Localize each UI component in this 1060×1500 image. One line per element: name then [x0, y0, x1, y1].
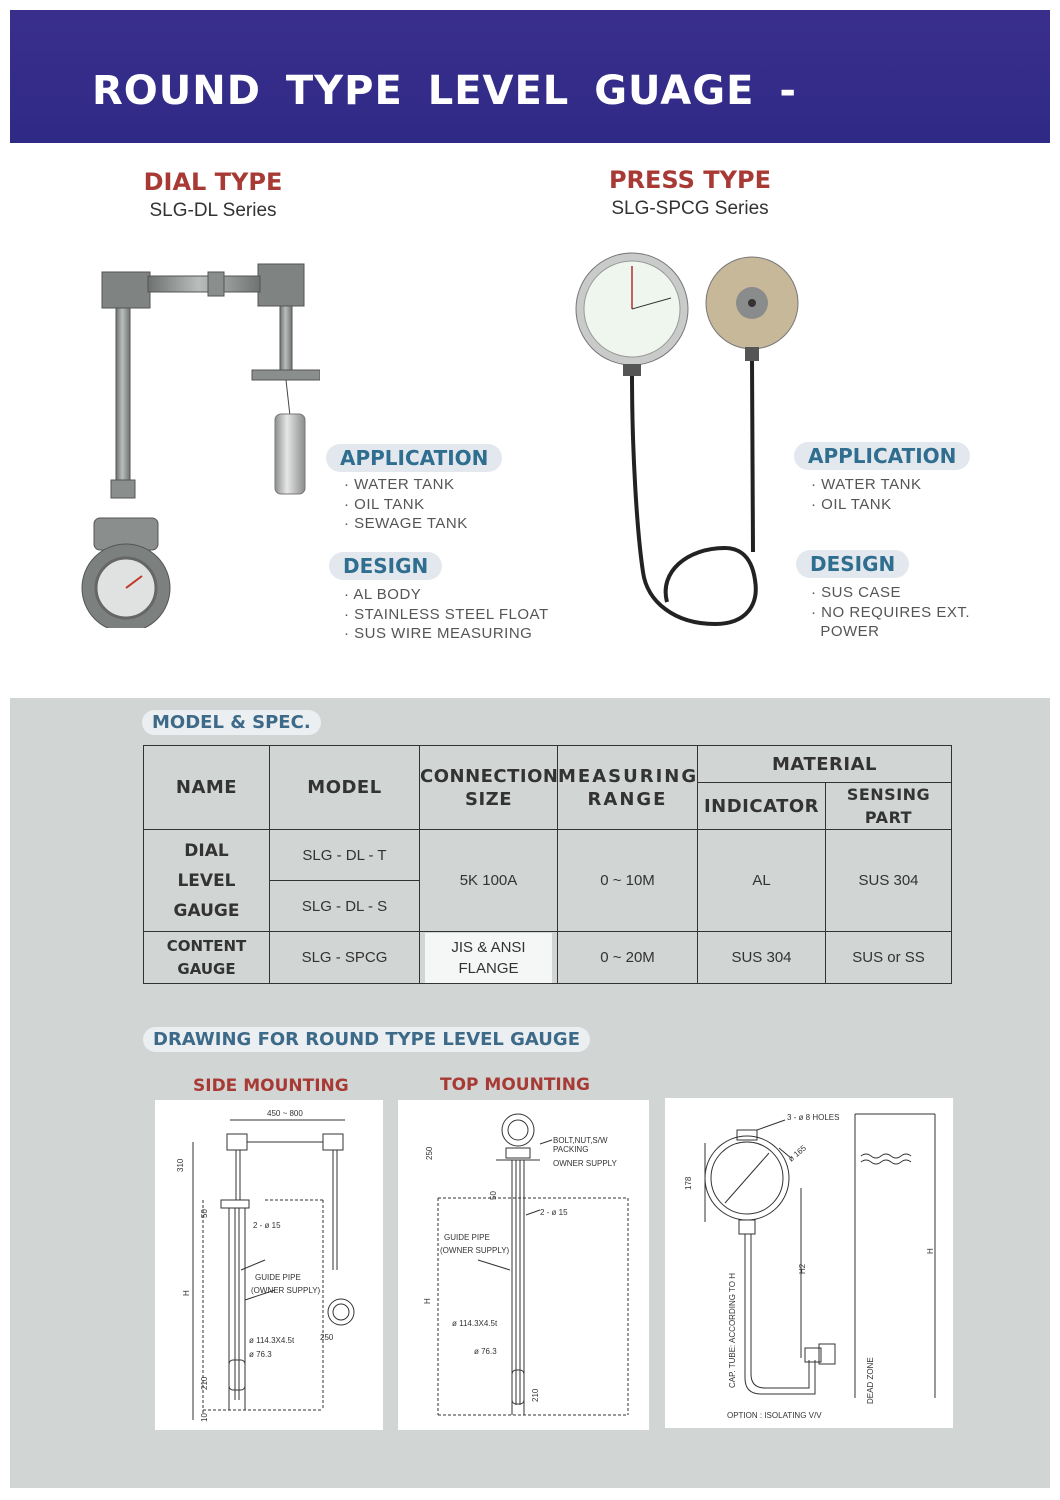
press-application-item: · WATER TANK — [811, 476, 922, 493]
press-application-item: · OIL TANK — [811, 495, 892, 513]
label-guide-pipe: GUIDE PIPE — [444, 1233, 490, 1242]
label-owner-supply: OWNER SUPPLY — [553, 1159, 617, 1168]
spec-table — [143, 745, 952, 984]
dim-h: H — [182, 1290, 191, 1296]
side-mounting-title: SIDE MOUNTING — [193, 1076, 349, 1096]
label-dead-zone: DEAD ZONE — [866, 1357, 875, 1404]
header-indicator: INDICATOR — [698, 783, 826, 830]
indicator-cell: SUS 304 — [698, 932, 826, 984]
spec-heading: MODEL & SPEC. — [142, 710, 321, 735]
dim-dia2: ø 76.3 — [474, 1347, 497, 1356]
press-design-label: DESIGN — [796, 550, 909, 578]
label-bolt: BOLT,NUT,S/W — [553, 1136, 608, 1145]
range-cell: 0 ~ 10M — [558, 830, 698, 932]
dial-application-item: · OIL TANK — [344, 495, 425, 513]
dial-design-item: · STAINLESS STEEL FLOAT — [344, 605, 549, 623]
sensing-cell: SUS 304 — [826, 830, 952, 932]
dim-50: 50 — [200, 1209, 209, 1218]
dim-10: 10 — [200, 1413, 209, 1422]
range-cell: 0 ~ 20M — [558, 932, 698, 984]
content-name-cell: CONTENT GAUGE — [144, 932, 270, 984]
dial-name-cell: DIAL LEVEL GAUGE — [144, 830, 270, 932]
dim-250: 250 — [425, 1146, 434, 1160]
press-design-item: · SUS CASE — [811, 584, 902, 601]
drawing-heading: DRAWING FOR ROUND TYPE LEVEL GAUGE — [143, 1027, 590, 1052]
dim-h: H — [926, 1248, 935, 1254]
label-cap-tube: CAP. TUBE: ACCORDING TO H — [728, 1273, 737, 1388]
header-range: MEASURING RANGE — [558, 746, 698, 830]
page-title: ROUND TYPE LEVEL GUAGE - — [92, 68, 797, 114]
press-application-label: APPLICATION — [794, 442, 970, 470]
press-type-title: PRESS TYPE — [608, 166, 772, 194]
dim-dia1: ø 114.3X4.5t — [249, 1336, 295, 1345]
label-guide-pipe: GUIDE PIPE — [255, 1273, 301, 1282]
label-packing: PACKING — [553, 1145, 589, 1154]
dim-width: 450 ~ 800 — [267, 1109, 303, 1118]
dial-application-label: APPLICATION — [326, 444, 502, 472]
top-mounting-drawing — [398, 1100, 649, 1430]
indicator-cell: AL — [698, 830, 826, 932]
header-connection: CONNECTION SIZE — [420, 746, 558, 830]
dial-type-title: DIAL TYPE — [143, 168, 283, 196]
dial-design-item: · SUS WIRE MEASURING — [344, 625, 533, 642]
dim-dia2: ø 76.3 — [249, 1350, 272, 1359]
label-owner-supply-2: (OWNER SUPPLY) — [440, 1246, 510, 1255]
dial-type-series: SLG-DL Series — [149, 200, 277, 221]
model-cell: SLG - DL - S — [270, 881, 420, 932]
label-option: OPTION : ISOLATING V/V — [727, 1411, 822, 1420]
press-design-list — [811, 583, 970, 642]
dial-application-list — [344, 475, 468, 534]
table-header-row — [144, 746, 952, 783]
header-sensing: SENSING PART — [826, 783, 952, 830]
side-mounting-drawing — [155, 1100, 383, 1430]
dial-application-item: · WATER TANK — [344, 476, 455, 493]
label-holes: 3 - ø 8 HOLES — [787, 1113, 840, 1122]
dim-holes: 2 - ø 15 — [253, 1221, 281, 1230]
header-banner — [10, 10, 1050, 143]
dial-design-label: DESIGN — [329, 552, 442, 580]
dim-250: 250 — [320, 1333, 334, 1342]
label-owner-supply: (OWNER SUPPLY) — [251, 1286, 321, 1295]
connection-cell: 5K 100A — [420, 830, 558, 932]
dim-178: 178 — [684, 1176, 693, 1190]
press-type-drawing — [665, 1098, 953, 1428]
dim-dia: ø 165 — [786, 1143, 808, 1164]
dim-holes: 2 - ø 15 — [540, 1208, 568, 1217]
model-cell: SLG - SPCG — [270, 932, 420, 984]
press-design-item: · NO REQUIRES EXT. — [811, 603, 971, 621]
table-row — [144, 932, 952, 984]
dim-310: 310 — [176, 1158, 185, 1172]
dial-application-item: · SEWAGE TANK — [344, 515, 468, 532]
press-gauge-photo — [575, 252, 810, 642]
dial-design-list — [344, 585, 549, 644]
header-name: NAME — [144, 746, 270, 830]
header-material: MATERIAL — [698, 746, 952, 783]
press-design-item: POWER — [820, 623, 880, 640]
dim-dia1: ø 114.3X4.5t — [452, 1319, 498, 1328]
table-row — [144, 830, 952, 881]
sensing-cell: SUS or SS — [826, 932, 952, 984]
press-type-series: SLG-SPCG Series — [611, 198, 769, 219]
dim-h: H — [423, 1298, 432, 1304]
dial-gauge-photo — [80, 258, 320, 628]
dial-design-item: · AL BODY — [344, 586, 422, 603]
dim-210: 210 — [531, 1388, 540, 1402]
dim-210: 210 — [200, 1376, 209, 1390]
dim-50: 50 — [489, 1191, 498, 1200]
dim-h2: H2 — [798, 1263, 807, 1274]
top-mounting-title: TOP MOUNTING — [440, 1075, 590, 1095]
header-model: MODEL — [270, 746, 420, 830]
press-application-list — [811, 475, 921, 514]
model-cell: SLG - DL - T — [270, 830, 420, 881]
connection-cell: JIS & ANSI FLANGE — [420, 932, 558, 984]
